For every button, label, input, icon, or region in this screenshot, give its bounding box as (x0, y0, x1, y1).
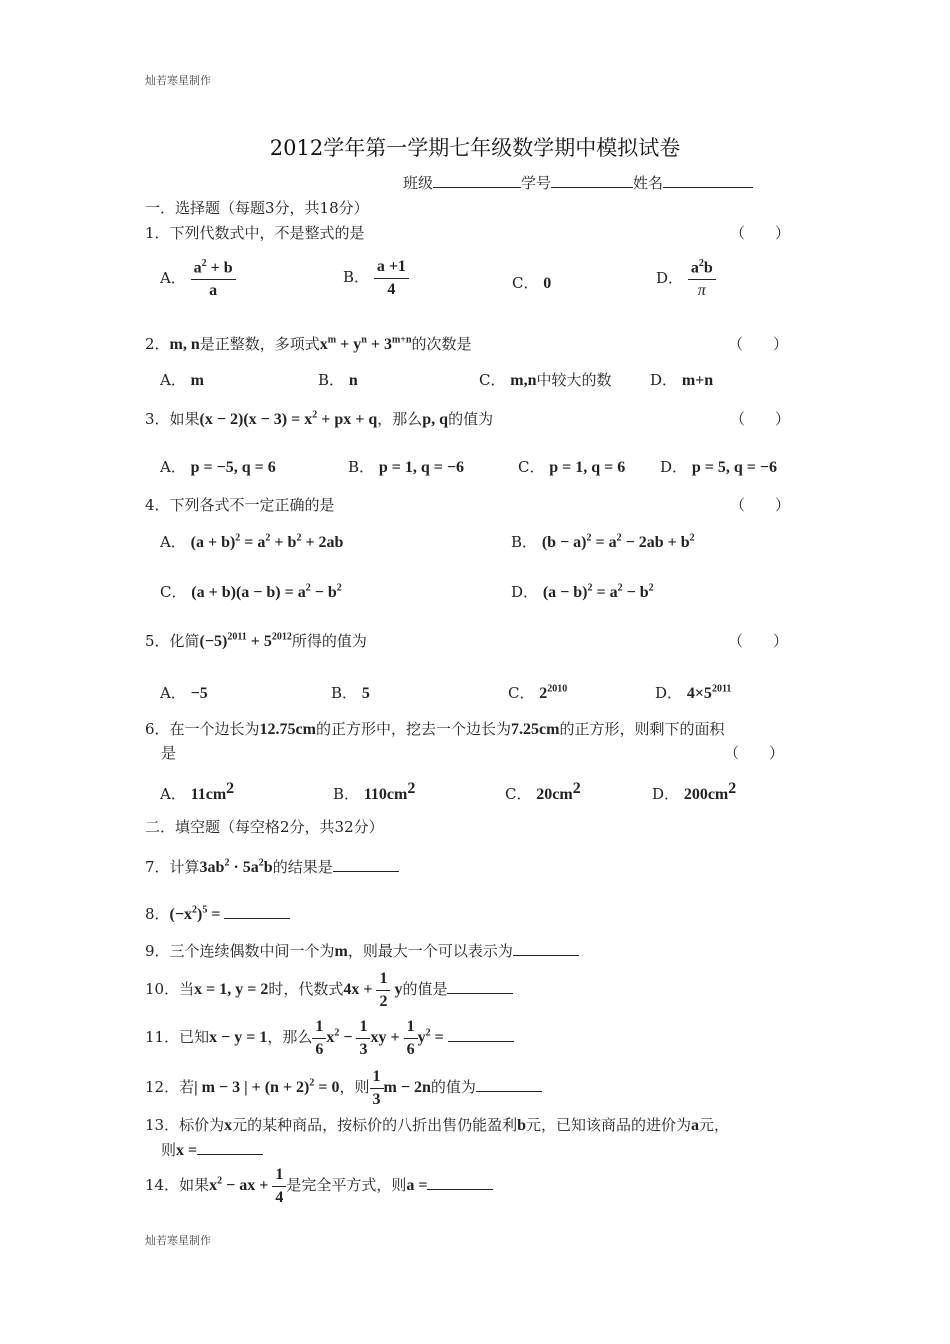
option-value: m,n (510, 372, 537, 389)
math: m (334, 943, 348, 960)
math: $x^2$ − ax + (209, 1175, 273, 1195)
q-text: 13．标价为 (145, 1116, 225, 1134)
q-text: 时，代数式 (268, 980, 344, 999)
option-label: D． (655, 684, 683, 702)
option-label: C． (479, 371, 506, 389)
math: $y^2$ = (417, 1027, 448, 1047)
q3-option-b (348, 456, 464, 477)
question-1: 1．下列代数式中，不是整式的是 (145, 224, 365, 242)
q-text: ，则 (339, 1078, 370, 1097)
q2-option-a (160, 369, 204, 390)
q-text: 5．化简 (145, 632, 200, 650)
option-value: p = −5, q = 6 (190, 459, 276, 476)
q-text: 所得的值为 (291, 632, 367, 650)
math: $4\times 5^{2011}$ (686, 683, 732, 702)
math: y (390, 981, 403, 999)
fraction: $\frac{1}{4}$ (272, 1166, 286, 1206)
option-label: C． (518, 458, 545, 476)
q4-option-d (511, 581, 654, 602)
q1-option-d (656, 258, 716, 300)
math: $(a - b)^2 = a^2 - b^2$ (542, 582, 654, 601)
q6-option-a: A． $11cm^2$ (160, 780, 235, 803)
math: | m − 3 | + $(n + 2)^2 = 0$ (194, 1077, 340, 1097)
q-text: 11．已知 (145, 1028, 210, 1047)
math: $3ab^2 \cdot 5a^2b$ (199, 857, 273, 876)
math: x − y = 1 (209, 1029, 268, 1047)
option-label: C． (505, 785, 532, 803)
math: $(b - a)^2 = a^2 - 2ab + b^2$ (541, 532, 695, 551)
q5-option-a (160, 682, 208, 703)
q4-option-a (160, 531, 343, 552)
math: x = 1, y = 2 (194, 981, 269, 999)
option-value: 20cm (536, 786, 573, 803)
answer-blank-10[interactable] (447, 979, 513, 994)
math: $(-x^2)^5$ = (169, 904, 225, 923)
question-6 (145, 718, 724, 739)
fraction: $\frac{1}{3}$ (370, 1068, 384, 1108)
q-text: 元， (699, 1116, 730, 1134)
number-label: 学号 (521, 174, 552, 192)
q5-option-c (508, 682, 567, 703)
option-label: A． (160, 533, 186, 551)
q-text: 元的某种商品，按标价的八折出售仍能盈利 (232, 1116, 518, 1134)
option-label: A． (160, 371, 186, 389)
q1-option-c (512, 272, 551, 293)
question-8 (145, 903, 290, 924)
q-text: 元，已知该商品的进价为 (526, 1116, 692, 1134)
option-label: B． (333, 785, 360, 803)
q-text: 2． (145, 335, 170, 353)
name-label: 姓名 (633, 174, 664, 192)
math: x = (176, 1142, 198, 1159)
q4-option-b (511, 531, 695, 552)
q-text: 的值是 (402, 980, 448, 999)
math: a (691, 1117, 700, 1134)
q-text: 3．如果 (145, 410, 200, 428)
option-value: −5 (190, 685, 208, 702)
answer-blank-9[interactable] (513, 941, 579, 956)
option-value: n (348, 372, 358, 389)
math: $x^m + y^n + 3^{m+n}$ (319, 334, 412, 353)
fraction: $\frac{a +1}{4}$ (374, 258, 409, 298)
q-text: 是正整数，多项式 (199, 335, 320, 353)
option-label: B． (318, 371, 345, 389)
math: b (517, 1117, 527, 1134)
fraction: $\frac{1}{3}$ (356, 1018, 370, 1058)
q-text: 9．三个连续偶数中间一个为 (145, 942, 335, 960)
option-value: p = 1, q = −6 (378, 459, 464, 476)
answer-paren-3[interactable]: （ ） (730, 410, 791, 428)
q-text: 的正方形中，挖去一个边长为 (315, 720, 511, 738)
option-label: D． (652, 785, 680, 803)
math: p, q (422, 411, 449, 428)
q5-option-b (331, 682, 370, 703)
option-label: B． (331, 684, 358, 702)
q-text: 的次数是 (411, 335, 472, 353)
fraction: $\frac{1}{6}$ (312, 1018, 326, 1058)
student-info-line (403, 172, 753, 193)
option-text: 中较大的数 (536, 371, 612, 389)
option-label: B． (343, 268, 370, 287)
question-14 (145, 1166, 493, 1206)
math: $(a + b)^2 = a^2 + b^2 + 2ab$ (190, 532, 344, 551)
exam-title: 2012学年第一学期七年级数学期中模拟试卷 (269, 136, 681, 160)
question-4: 4．下列各式不一定正确的是 (145, 496, 335, 514)
answer-paren-5[interactable]: （ ） (728, 632, 789, 650)
option-label: A． (160, 785, 186, 803)
q3-option-d (660, 456, 777, 477)
math: 7.25cm (511, 721, 560, 738)
q2-option-b (318, 369, 358, 390)
question-13-line2 (161, 1139, 263, 1160)
fraction: $\frac{1}{6}$ (404, 1018, 418, 1058)
math: $(-5)^{2011} + 5^{2012}$ (199, 631, 292, 650)
answer-paren-2[interactable]: （ ） (728, 335, 789, 353)
class-blank[interactable] (433, 173, 521, 188)
answer-blank-7[interactable] (333, 857, 399, 872)
q6-option-d: D． $200cm^2$ (652, 780, 737, 803)
question-6-line2: 是 (161, 744, 177, 762)
answer-blank-12[interactable] (476, 1077, 542, 1092)
answer-blank-11[interactable] (448, 1027, 514, 1042)
option-label: D． (650, 371, 678, 389)
section-1-heading: 一．选择题（每题3分，共18分） (145, 199, 369, 217)
question-9 (145, 940, 579, 961)
math: xy + (370, 1029, 404, 1047)
math: $(x - 2)(x - 3) = x^2$ + px + q (199, 409, 378, 428)
q5-option-d (655, 682, 731, 703)
math: 4x + (343, 981, 377, 999)
section-2-heading: 二．填空题（每空格2分，共32分） (145, 818, 384, 836)
option-label: B． (511, 533, 538, 551)
answer-blank-14[interactable] (427, 1175, 493, 1190)
option-value: 0 (543, 275, 552, 292)
option-value: m+n (681, 372, 714, 389)
q-text: 12．若 (145, 1078, 195, 1097)
question-10 (145, 970, 513, 1010)
option-label: C． (160, 583, 187, 601)
math: $(a + b)(a - b) = a^2 - b^2$ (191, 582, 342, 601)
math: $x^2$ − (326, 1027, 357, 1047)
option-label: A． (160, 268, 186, 287)
q2-option-c (479, 369, 612, 390)
q-text: ，那么 (267, 1028, 313, 1047)
math: a = (406, 1177, 428, 1195)
question-11 (145, 1018, 514, 1058)
question-12 (145, 1068, 542, 1108)
option-label: C． (512, 274, 539, 292)
option-label: A． (160, 458, 186, 476)
q-text: ，那么 (377, 410, 423, 428)
q1-option-a (160, 258, 236, 300)
math: m, n (169, 336, 200, 353)
option-label: D． (656, 268, 684, 287)
option-value: p = 5, q = −6 (691, 459, 777, 476)
q-text: 10．当 (145, 980, 195, 999)
q3-option-a (160, 456, 276, 477)
q2-option-d (650, 369, 713, 390)
q-text: 8． (145, 905, 170, 923)
q-text: 的结果是 (272, 858, 333, 876)
q-text: ，则最大一个可以表示为 (347, 942, 513, 960)
name-blank[interactable] (663, 173, 753, 188)
q-text: 的正方形，则剩下的面积 (559, 720, 725, 738)
page-footer: 灿若寒星制作 (145, 1234, 211, 1247)
q-text: 是完全平方式，则 (286, 1176, 407, 1195)
question-3 (145, 408, 493, 429)
option-value: 5 (361, 685, 370, 702)
page-header: 灿若寒星制作 (145, 74, 211, 87)
answer-paren-6[interactable]: （ ） (724, 744, 785, 762)
answer-paren-1[interactable]: （ ） (730, 224, 791, 242)
q-text: 则 (161, 1141, 177, 1159)
option-label: B． (348, 458, 375, 476)
number-blank[interactable] (551, 173, 633, 188)
q-text: 14．如果 (145, 1176, 210, 1195)
answer-blank-8[interactable] (224, 904, 290, 919)
fraction: $\frac{a^2 + b}{a}$ (191, 258, 236, 300)
fraction: $\frac{a^2b}{\pi}$ (688, 258, 716, 300)
q3-option-c (518, 456, 625, 477)
q6-option-b: B． $110cm^2$ (333, 780, 416, 803)
q-text: 的值为 (448, 410, 494, 428)
question-7 (145, 856, 399, 877)
math: m − 2n (383, 1079, 431, 1097)
q-text: 7．计算 (145, 858, 200, 876)
q-text: 的值为 (430, 1078, 476, 1097)
option-value: 200cm (683, 786, 729, 803)
fraction: $\frac{1}{2}$ (376, 970, 390, 1010)
q6-option-c: C． $20cm^2$ (505, 780, 581, 803)
question-5 (145, 630, 367, 651)
math: x (224, 1117, 233, 1134)
option-value: p = 1, q = 6 (549, 459, 626, 476)
class-label: 班级 (403, 174, 434, 192)
question-13 (145, 1114, 729, 1135)
question-2 (145, 333, 472, 354)
option-value: m (190, 372, 204, 389)
q1-option-b (343, 258, 409, 298)
option-label: C． (508, 684, 535, 702)
answer-blank-13[interactable] (197, 1140, 263, 1155)
answer-paren-4[interactable]: （ ） (730, 496, 791, 514)
q4-option-c (160, 581, 342, 602)
option-label: D． (660, 458, 688, 476)
option-label: D． (511, 583, 539, 601)
option-value: 11cm (190, 786, 227, 803)
math: $2^{2010}$ (539, 683, 568, 702)
q-text: 6．在一个边长为 (145, 720, 260, 738)
math: 12.75cm (259, 721, 316, 738)
option-label: A． (160, 684, 186, 702)
option-value: 110cm (363, 786, 408, 803)
